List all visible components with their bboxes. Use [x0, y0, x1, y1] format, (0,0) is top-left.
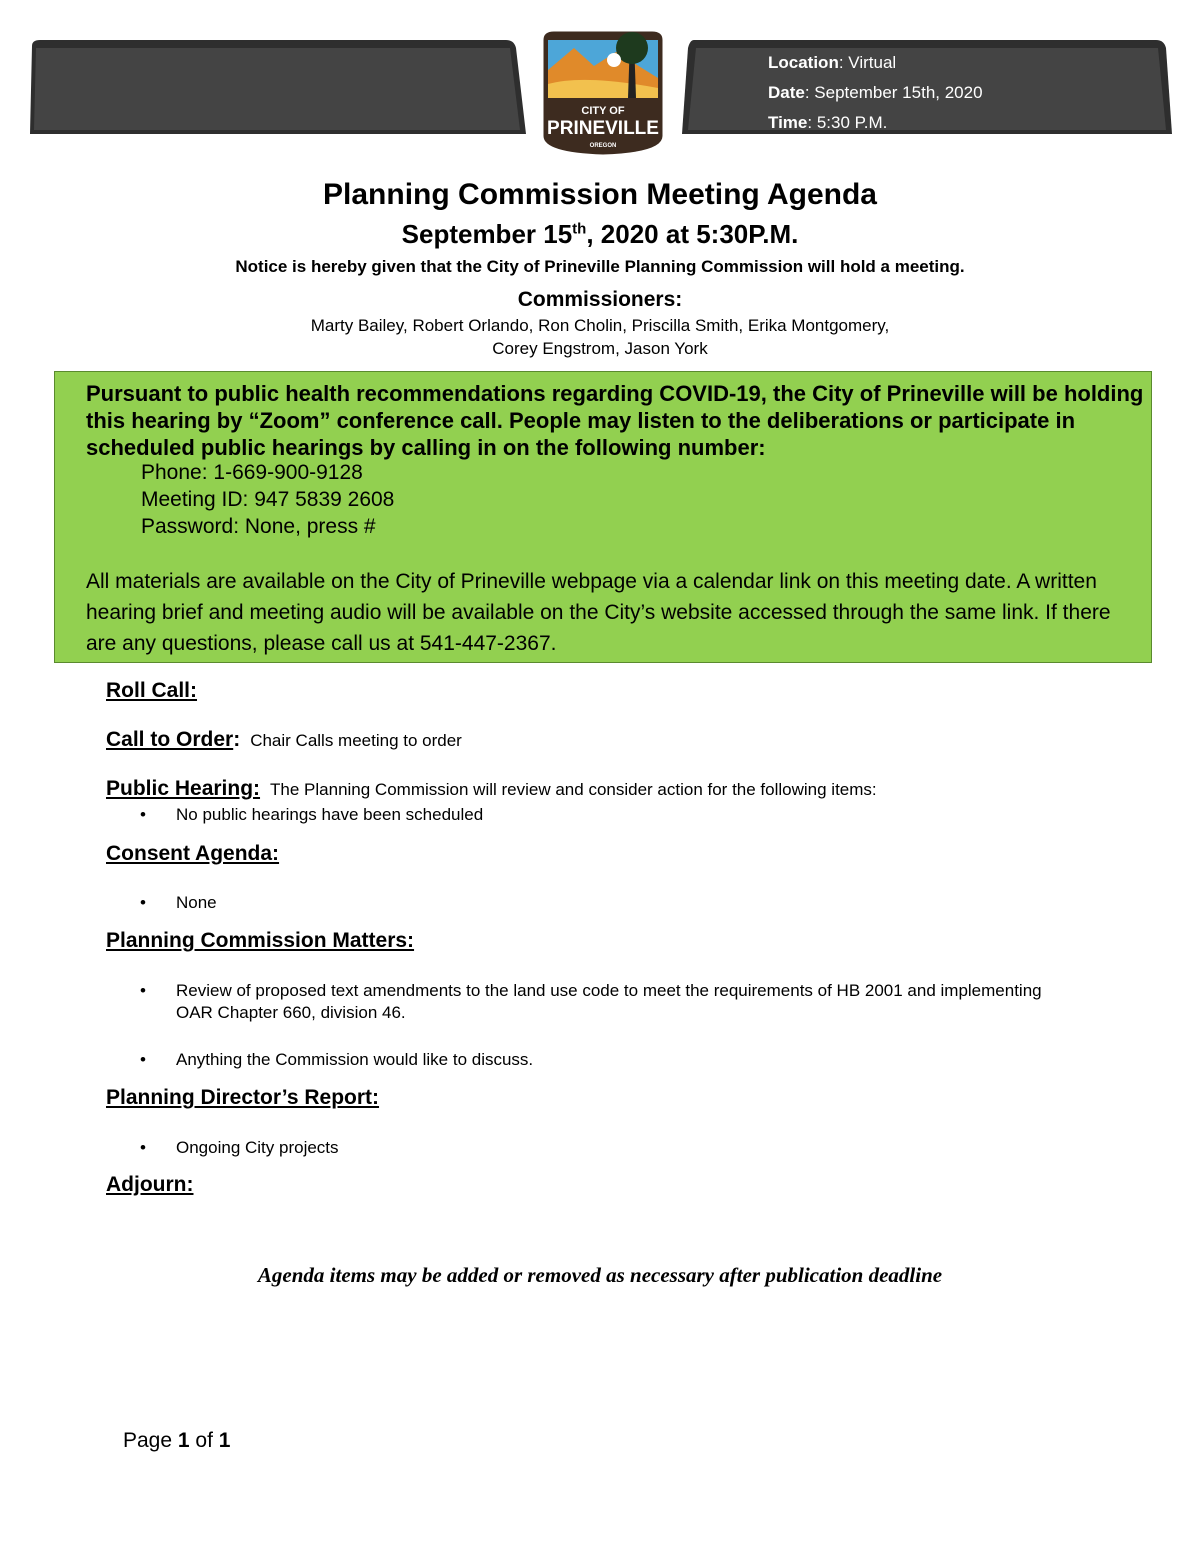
header-bar-left — [26, 38, 530, 138]
commissioners-list-line1: Marty Bailey, Robert Orlando, Ron Cholin, Priscilla Smith, Erika Montgomery, — [310, 316, 890, 335]
bullet-icon: • — [140, 805, 146, 824]
meta-time: Time: 5:30 P.M. — [768, 113, 888, 132]
commissioners-heading: Commissioners: — [517, 288, 683, 311]
meeting-notice: Notice is hereby given that the City of Prineville Planning Commission will hold a meeting. — [235, 257, 965, 276]
call-to-order-row: Call to Order: Chair Calls meeting to order — [106, 728, 462, 751]
pc-matters-heading: Planning Commission Matters: — [106, 929, 415, 952]
page-title: Planning Commission Meeting Agenda — [323, 178, 877, 211]
public-hearing-desc: The Planning Commission will review and consider action for the following items: — [270, 780, 877, 799]
call-to-order-heading: Call to Order — [106, 728, 234, 751]
materials-paragraph: All materials are available on the City of Prineville webpage via a calendar link on this meeting date. A written hearing brief and meeting audio will be available on the City’s website accessed through the same link. If there are any questions, please call us at 541-447-2367. — [86, 570, 1111, 655]
publication-note: Agenda items may be added or removed as necessary after publication deadline — [257, 1263, 943, 1287]
public-hearing-row — [106, 777, 877, 801]
call-to-order-desc: Chair Calls meeting to order — [250, 731, 462, 750]
list-item: None — [176, 893, 217, 912]
meeting-meta — [768, 48, 983, 138]
list-item: Ongoing City projects — [176, 1138, 339, 1157]
meeting-datetime: September 15th, 2020 at 5:30P.M. — [401, 219, 799, 249]
covid-notice-box — [54, 371, 1152, 663]
bullet-icon: • — [140, 981, 146, 1000]
svg-text:OREGON: OREGON — [589, 143, 617, 149]
meta-location: Location: Virtual — [768, 53, 897, 72]
city-logo — [534, 26, 672, 158]
public-hearing-heading: Public Hearing: — [106, 777, 261, 800]
page-number: Page 1 of 1 — [123, 1429, 231, 1452]
adjourn-heading: Adjourn: — [106, 1173, 194, 1196]
list-item: Review of proposed text amendments to the land use code to meet the requirements of HB 2001 and implementing OAR Chapter 660, division 46. — [176, 981, 1042, 1022]
meta-date: Date: September 15th, 2020 — [768, 83, 983, 102]
roll-call-heading: Roll Call: — [106, 679, 198, 702]
covid-notice-text: Pursuant to public health recommendations regarding COVID-19, the City of Prineville will be holding this hearing by “Zoom” conference call. People may listen to the deliberations or participate in scheduled public hearings by calling in on the following number: — [86, 381, 1144, 460]
consent-agenda-heading: Consent Agenda: — [106, 842, 280, 865]
director-report-heading: Planning Director’s Report: — [106, 1086, 380, 1109]
bullet-icon: • — [140, 1050, 146, 1069]
commissioners-list-line2: Corey Engstrom, Jason York — [492, 339, 708, 358]
list-item: Anything the Commission would like to discuss. — [176, 1050, 534, 1069]
svg-text:PRINEVILLE: PRINEVILLE — [547, 118, 659, 139]
bullet-icon: • — [140, 893, 146, 912]
zoom-phone: Phone: 1-669-900-9128 — [141, 461, 363, 484]
svg-text:CITY OF: CITY OF — [581, 105, 625, 117]
list-item: No public hearings have been scheduled — [176, 805, 484, 824]
zoom-password: Password: None, press # — [141, 515, 376, 538]
bullet-icon: • — [140, 1138, 146, 1157]
zoom-meeting-id: Meeting ID: 947 5839 2608 — [141, 488, 395, 511]
